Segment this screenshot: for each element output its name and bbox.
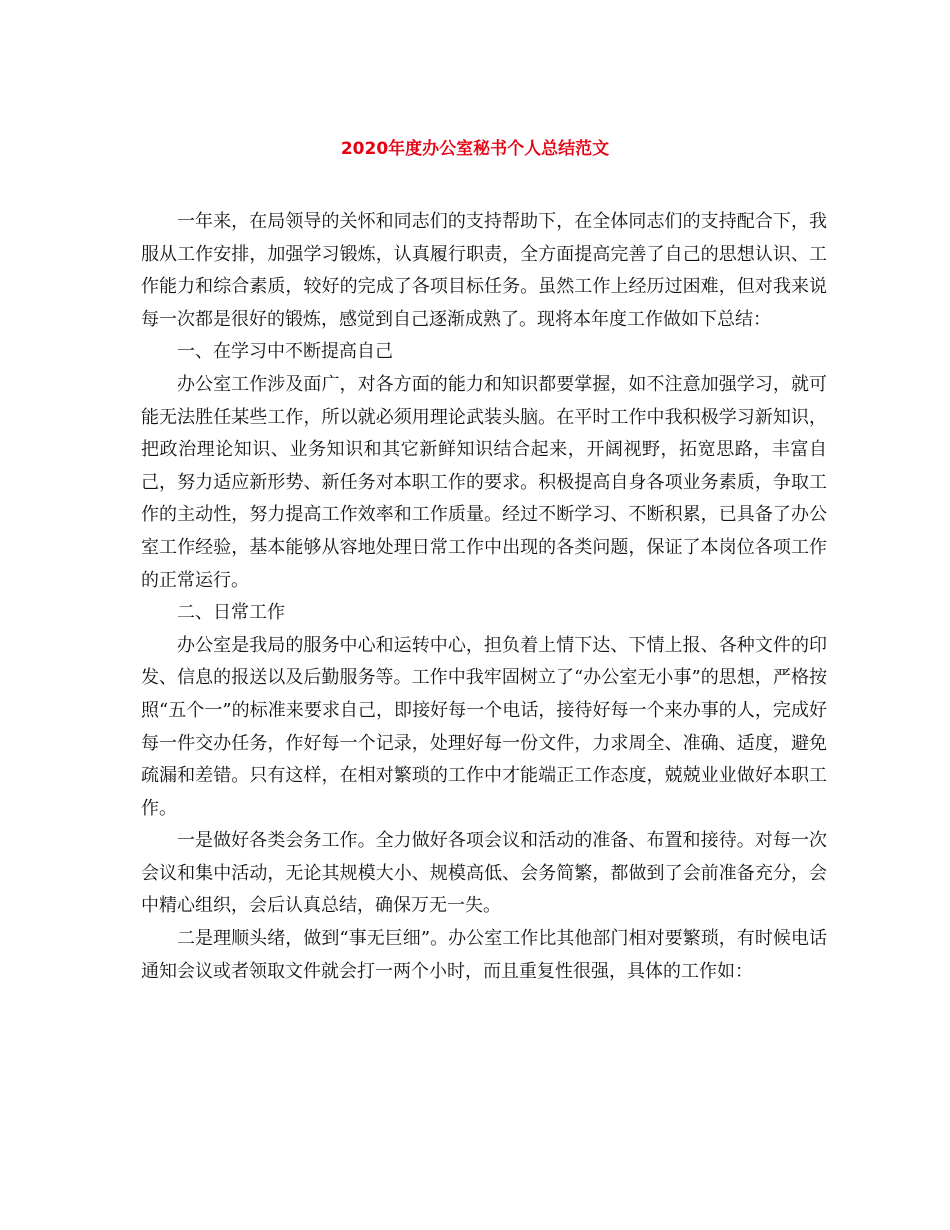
document-body — [141, 206, 827, 988]
section-heading-daily-work: 二、日常工作 — [177, 602, 285, 624]
paragraph-daily-work: 办公室是我局的服务中心和运转中心，担负着上情下达、下情上报、各种文件的印发、信息的报送以及后勤服务等。工作中我牢固树立了“办公室无小事”的思想，严格按照“五个一”的标准来要求自己，即接好每一个电话，接待好每一个来办事的人，完成好每一件交办任务，作好每一个记录，处理好每一份文件，力求周全、准确、适度，避免疏漏和差错。只有这样，在相对繁琐的工作中才能端正工作态度，兢兢业业做好本职工作。 — [141, 634, 827, 819]
document-title: 2020年度办公室秘书个人总结范文 — [340, 139, 610, 159]
paragraph-study: 办公室工作涉及面广，对各方面的能力和知识都要掌握，如不注意加强学习，就可能无法胜任某些工作，所以就必须用理论武装头脑。在平时工作中我积极学习新知识，把政治理论知识、业务知识和其它新鲜知识结合起来，开阔视野，拓宽思路，丰富自己，努力适应新形势、新任务对本职工作的要求。积极提高自身各项业务素质，争取工作的主动性，努力提高工作效率和工作质量。经过不断学习、不断积累，已具备了办公室工作经验，基本能够从容地处理日常工作中出现的各类问题，保证了本岗位各项工作的正常运行。 — [141, 373, 827, 591]
paragraph-intro: 一年来，在局领导的关怀和同志们的支持帮助下，在全体同志们的支持配合下，我服从工作安排，加强学习锻炼，认真履行职责，全方面提高完善了自己的思想认识、工作能力和综合素质，较好的完成了各项目标任务。虽然工作上经历过困难，但对我来说每一次都是很好的锻炼，感觉到自己逐渐成熟了。现将本年度工作做如下总结： — [141, 211, 827, 330]
paragraph-details: 二是理顺头绪，做到“事无巨细”。办公室工作比其他部门相对要繁琐，有时候电话通知会议或者领取文件就会打一两个小时，而且重复性很强，具体的工作如： — [141, 928, 827, 982]
section-heading-study: 一、在学习中不断提高自己 — [177, 341, 393, 363]
paragraph-meetings: 一是做好各类会务工作。全力做好各项会议和活动的准备、布置和接待。对每一次会议和集中活动，无论其规模大小、规模高低、会务简繁，都做到了会前准备充分，会中精心组织，会后认真总结，确保万无一失。 — [141, 830, 827, 917]
